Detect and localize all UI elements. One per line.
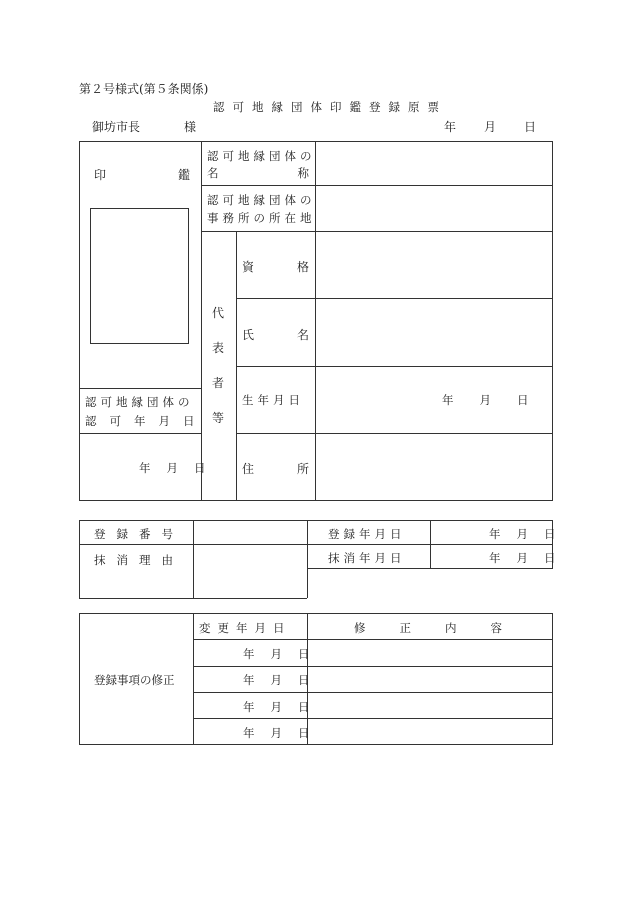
change-date-row-1: 年 月 日 (243, 647, 310, 661)
month-unit: 月 (484, 120, 497, 134)
change-date-label: 変更年月日 (199, 621, 292, 635)
representative-label: 代 表 者 等 (211, 306, 224, 425)
seal-impression-box (90, 208, 189, 344)
reg-date-label: 登録年月日 (328, 527, 406, 541)
reg-date-value: 年 月 日 (489, 527, 556, 541)
approval-date-value: 年 月 日 (139, 461, 206, 475)
approval-label-1: 認可地縁団体の (85, 395, 194, 409)
header-date (444, 118, 536, 135)
change-date-row-4: 年 月 日 (243, 726, 310, 740)
addressee: 御坊市長 (92, 120, 141, 134)
org-office-label-2: 事務所の所在地 (207, 211, 316, 225)
birthdate-value: 年 月 日 (442, 393, 529, 407)
cancel-date-value: 年 月 日 (489, 551, 556, 565)
org-office-label-1: 認可地縁団体の (207, 193, 316, 207)
org-name-label-2: 名 称 (207, 166, 309, 180)
name-label: 氏 名 (242, 328, 309, 342)
change-date-row-2: 年 月 日 (243, 673, 310, 687)
day-unit: 日 (524, 120, 537, 134)
cancel-reason-label: 抹消理由 (94, 553, 184, 567)
amendment-content-label: 修正内容 (354, 621, 536, 635)
approval-label-2: 認可年月日 (85, 414, 208, 428)
form-number: 第２号様式(第５条関係) (79, 82, 209, 96)
year-unit: 年 (444, 120, 457, 134)
qualification-label: 資 格 (242, 260, 309, 274)
form-title: 認可地縁団体印鑑登録原票 (213, 100, 447, 114)
honorific: 様 (184, 120, 197, 134)
org-name-label-1: 認可地縁団体の (207, 149, 316, 163)
seal-label-right: 鑑 (178, 168, 191, 182)
address-label: 住 所 (242, 462, 309, 476)
change-date-row-3: 年 月 日 (243, 700, 310, 714)
reg-number-label: 登録番号 (94, 527, 184, 541)
birthdate-label: 生年月日 (242, 393, 304, 407)
seal-label-left: 印 (94, 168, 107, 182)
amendment-section-label: 登録事項の修正 (94, 673, 175, 687)
cancel-date-label: 抹消年月日 (328, 551, 406, 565)
